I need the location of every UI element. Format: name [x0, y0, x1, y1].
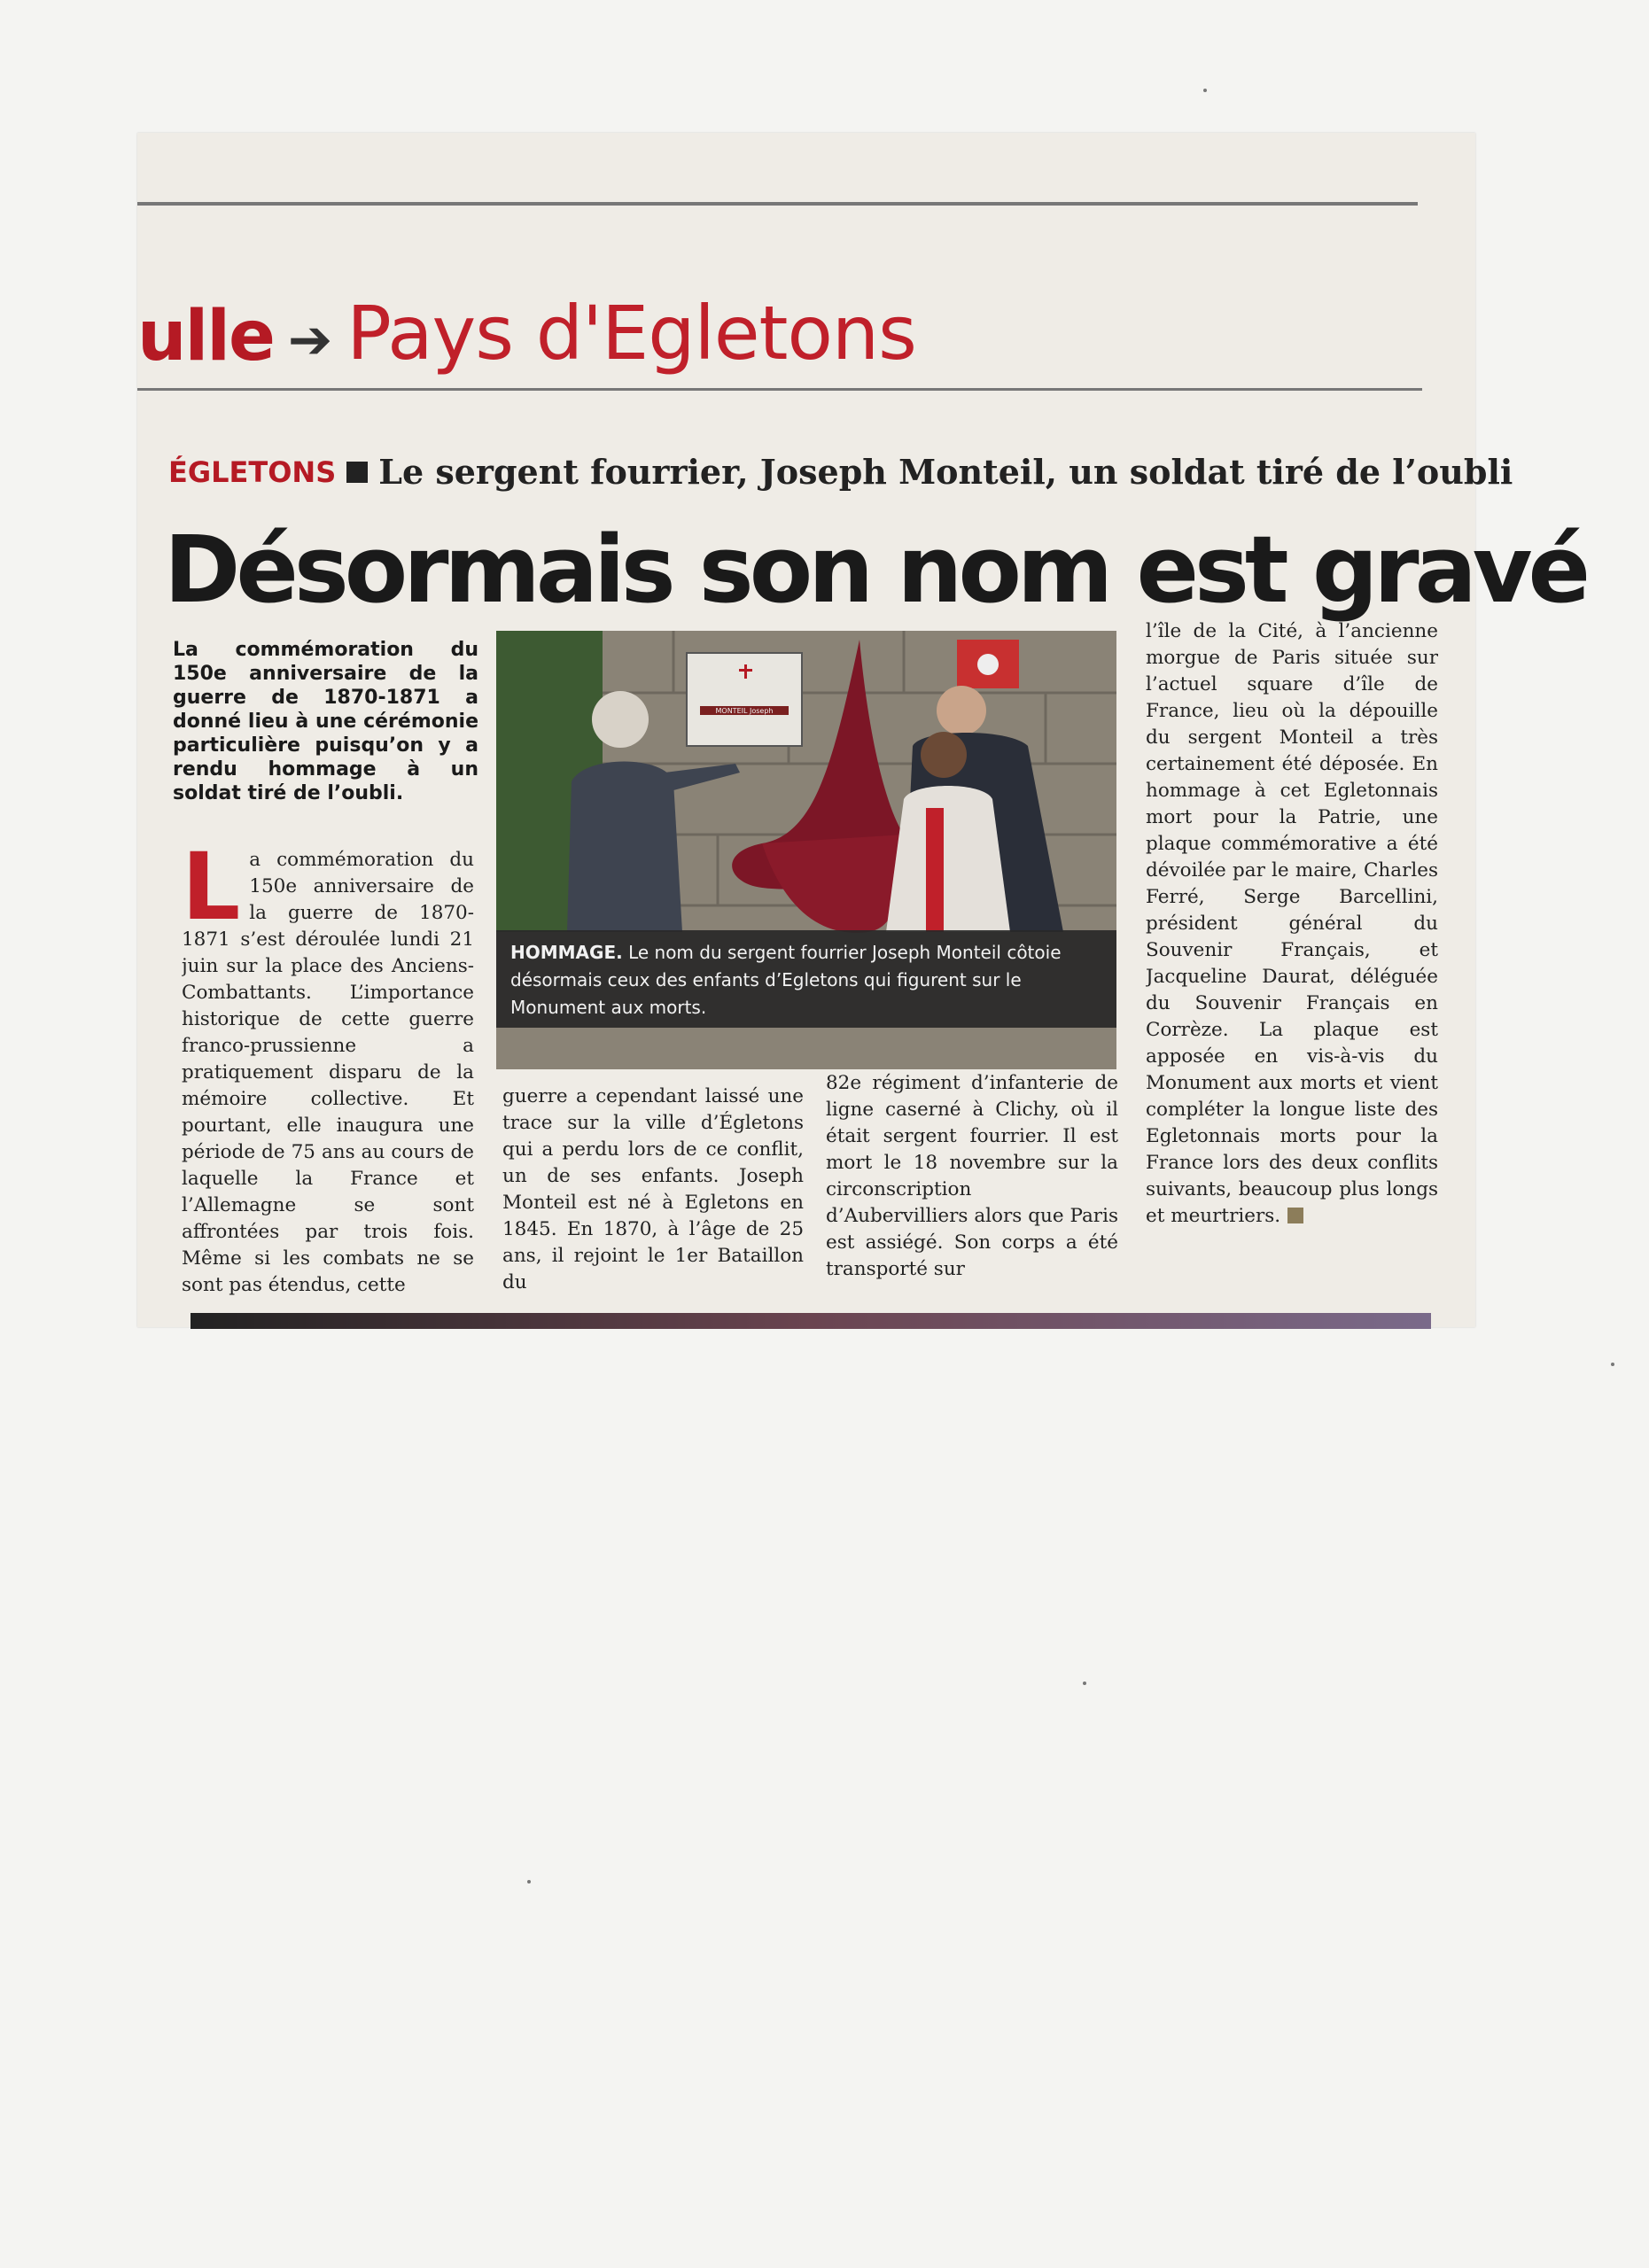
arrow-right-icon: ➔	[287, 309, 333, 371]
end-mark-icon	[1287, 1208, 1303, 1223]
body-column-2-text: guerre a cependant laissé une trace sur la ville d’Égletons qui a perdu lors de ce conflit, un de ses enfants. Joseph Monteil est né à Egletons en 1845. En 1870, à l’âge de 25 ans, il rejoint le 1er Bataillon du	[502, 1085, 804, 1293]
scan-speck	[527, 1880, 531, 1884]
scan-speck	[1083, 1682, 1086, 1685]
body-column-3-text: 82e régiment d’infanterie de ligne caserné à Clichy, où il était sergent fourrier. Il est mort le 18 novembre sur la circonscription d’Aubervilliers alors que Paris est assiégé. Son corps a été transporté sur	[826, 1072, 1118, 1280]
body-column-2	[502, 1084, 804, 1305]
standfirst: La commémoration du 150e anniversaire de la guerre de 1870-1871 a donné lieu à une cérémonie particulière puisqu’on y a rendu hommage à un soldat tiré de l’oubli.	[173, 639, 478, 804]
drop-cap: L	[182, 847, 241, 941]
scan-speck	[1203, 89, 1207, 92]
section-current: Pays d'Egletons	[346, 290, 916, 377]
square-bullet-icon	[346, 462, 368, 483]
photo-caption	[496, 930, 1116, 1028]
caption-text: Le nom du sergent fourrier Joseph Monteil côtoie désormais ceux des enfants d’Egletons qui figurent sur le Monument aux morts.	[510, 942, 1062, 1018]
newspaper-clipping	[137, 133, 1587, 1327]
next-article-strip	[191, 1313, 1431, 1329]
kicker-place: ÉGLETONS	[168, 454, 337, 489]
section-previous: ulle	[137, 297, 274, 377]
body-column-1	[182, 847, 474, 1308]
scan-speck	[1611, 1363, 1614, 1366]
section-rule	[137, 388, 1422, 391]
plaque-name: MONTEIL Joseph	[715, 707, 774, 715]
top-rule	[137, 202, 1418, 206]
body-column-4-text: l’île de la Cité, à l’ancienne morgue de Paris située sur l’actuel square d’île de France, lieu où la dépouille du sergent Monteil a très certainement été déposée. En hommage à cet Egletonnais mort pour la Patrie, une plaque commémorative a été dévoilée par le maire, Charles Ferré, Serge Barcellini, président général du Souvenir Français, et Jacqueline Daurat, déléguée du Souvenir Français en Corrèze. La plaque est apposée en vis-à-vis du Monument aux morts et vient compléter la longue liste des Egletonnais morts pour la France lors des deux conflits suivants, beaucoup plus longs et meurtriers.	[1146, 620, 1438, 1227]
kicker	[168, 452, 1513, 492]
body-column-1-text: a commémoration du 150e anniversaire de la guerre de 1870-1871 s’est déroulée lundi 21 juin sur la place des Anciens-Combattants. L’importance historique de cette guerre franco-prussienne a pratiquement disparu de la mémoire collective. Et pourtant, elle inaugura une période de 75 ans au cours de laquelle la France et l’Allemagne se sont affrontées par trois fois. Même si les combats ne se sont pas étendus, cette	[182, 849, 474, 1296]
body-column-4	[1146, 618, 1438, 1309]
caption-lead: HOMMAGE.	[510, 942, 623, 963]
headline: Désormais son nom est gravé	[164, 516, 1587, 624]
body-column-3	[826, 1070, 1118, 1305]
section-header	[137, 270, 916, 377]
kicker-text: Le sergent fourrier, Joseph Monteil, un soldat tiré de l’oubli	[378, 452, 1513, 492]
